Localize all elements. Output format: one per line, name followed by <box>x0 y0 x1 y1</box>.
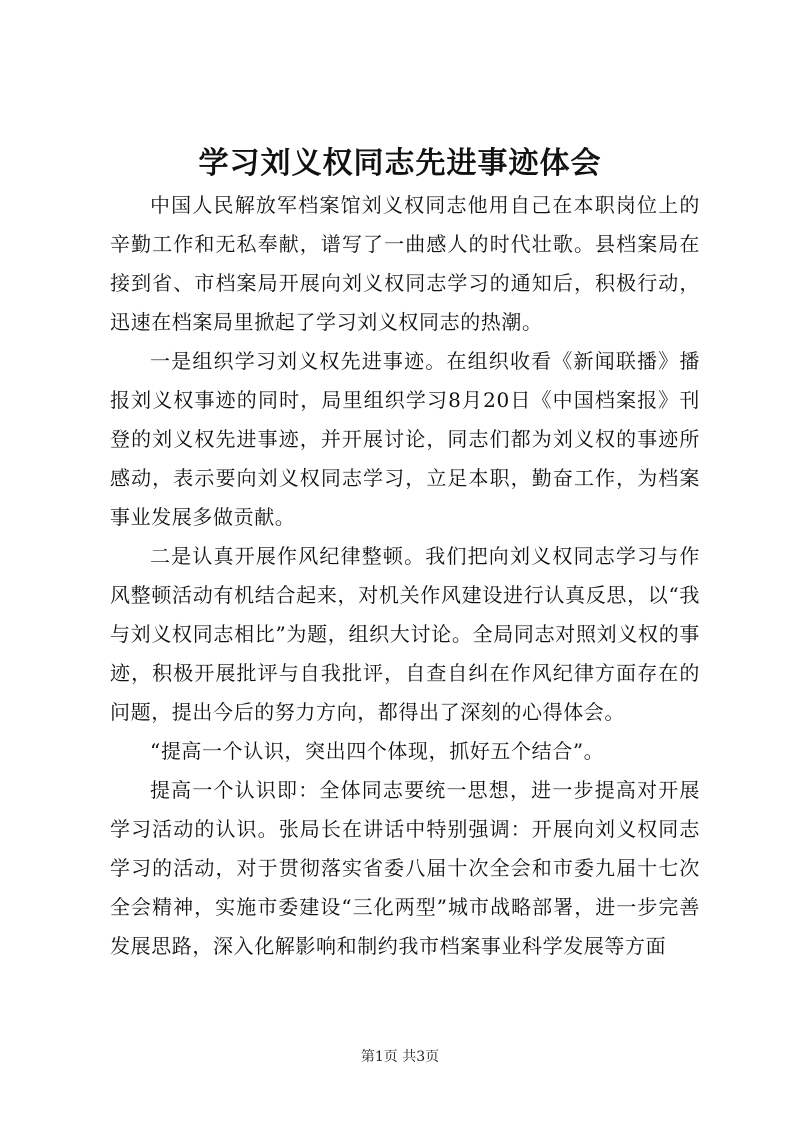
paragraph-study-deeds: 一是组织学习刘义权先进事迹。在组织收看《新闻联播》播报刘义权事迹的同时，局里组织学习8月20日《中国档案报》刊登的刘义权先进事迹，并开展讨论，同志们都为刘义权的事迹所感动，表示要向刘义权同志学习，立足本职，勤奋工作，为档案事业发展多做贡献。 <box>110 349 700 529</box>
paragraph-slogan: “提高一个认识，突出四个体现，抓好五个结合”。 <box>150 739 605 763</box>
paragraph-discipline: 二是认真开展作风纪律整顿。我们把向刘义权同志学习与作风整顿活动有机结合起来，对机关作风建设进行认真反思，以“我与刘义权同志相比”为题，组织大讨论。全局同志对照刘义权的事迹，积极开展批评与自我批评，自查自纠在作风纪律方面存在的问题，提出今后的努力方向，都得出了深刻的心得体会。 <box>110 544 700 724</box>
document-title: 学习刘义权同志先进事迹体会 <box>198 146 602 181</box>
page-footer: 第1页 共3页 <box>360 1049 440 1065</box>
paragraph-awareness: 提高一个认识即：全体同志要统一思想，进一步提高对开展学习活动的认识。张局长在讲话中特别强调：开展向刘义权同志学习的活动，对于贯彻落实省委八届十次全会和市委九届十七次全会精神，实施市委建设“三化两型”城市战略部署，进一步完善发展思路，深入化解影响和制约我市档案事业科学发展等方面 <box>110 778 700 958</box>
paragraph-intro: 中国人民解放军档案馆刘义权同志他用自己在本职岗位上的辛勤工作和无私奉献，谱写了一曲感人的时代壮歌。县档案局在接到省、市档案局开展向刘义权同志学习的通知后，积极行动，迅速在档案局里掀起了学习刘义权同志的热潮。 <box>110 193 700 334</box>
document-body <box>110 186 700 966</box>
